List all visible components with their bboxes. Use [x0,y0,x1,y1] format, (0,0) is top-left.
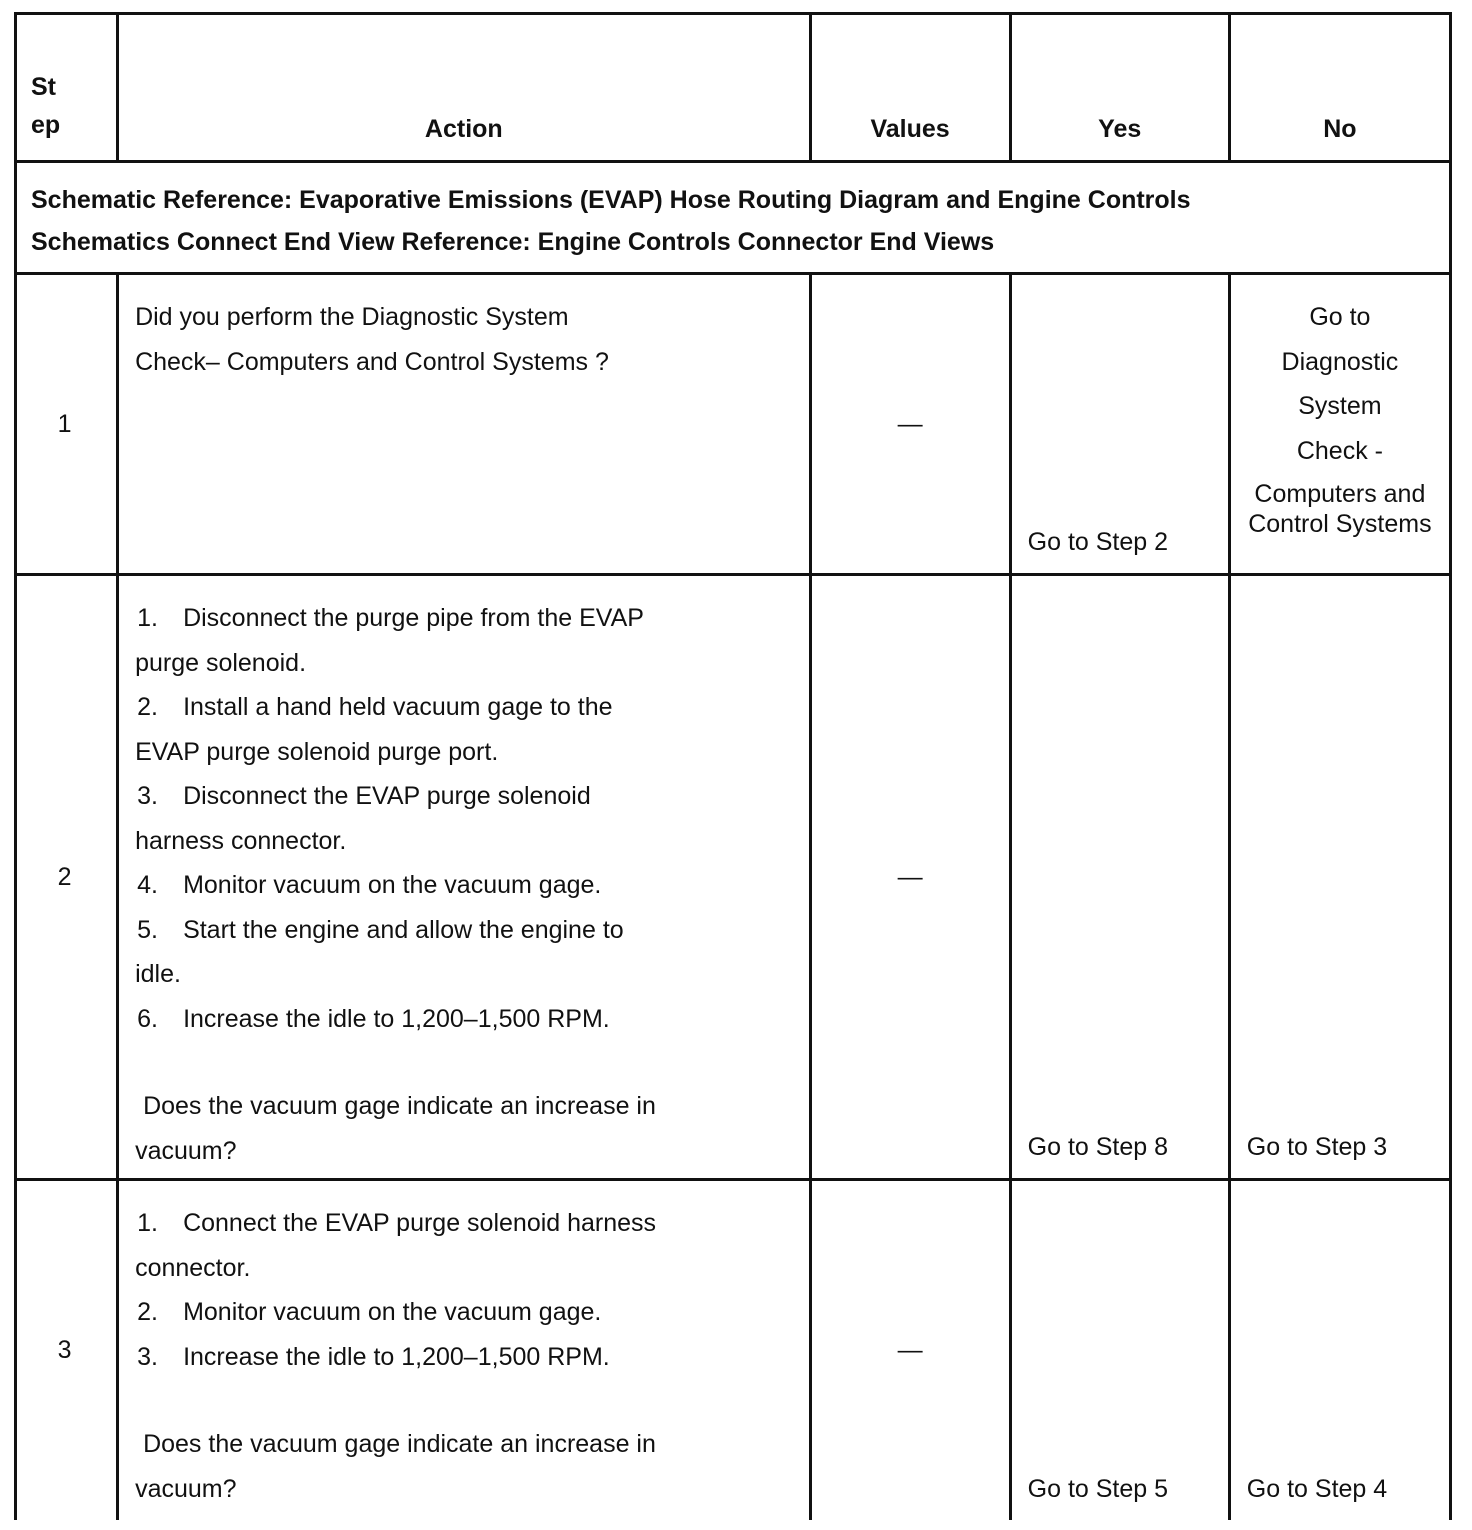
schematic-reference [16,162,1451,274]
diagnostic-table [14,12,1452,1520]
question-line: Does the vacuum gage indicate an increase in [143,1430,656,1458]
item-text: Install a hand held vacuum gage to the [183,693,613,721]
item-number: 1. [137,604,158,632]
table-row [16,274,1451,575]
action-item [135,685,790,730]
item-text: Monitor vacuum on the vacuum gage. [183,1298,602,1326]
yes-header: Yes [1010,14,1229,162]
step-header [16,14,118,162]
no-header: No [1229,14,1450,162]
action-header: Action [118,14,810,162]
item-number: 2. [137,1298,158,1326]
item-continuation: purge solenoid. [135,648,307,677]
item-number: 3. [137,1342,158,1371]
reference-line-2: Schematics Connect End View Reference: Engine Controls Connector End Views [31,228,995,256]
step-number: 3 [16,1180,118,1520]
action-item [135,1290,790,1335]
step-number: 2 [16,575,118,1180]
item-text: Monitor vacuum on the vacuum gage. [183,871,602,899]
item-number: 2. [137,693,158,721]
action-line: Check– Computers and Control Systems ? [135,347,609,376]
no-line: Computers and [1254,480,1426,508]
question-line: Does the vacuum gage indicate an increase in [143,1092,656,1120]
action-line: Did you perform the Diagnostic System [135,303,569,331]
question-line: vacuum? [135,1136,237,1165]
no-cell: Go to Step 3 [1229,575,1450,1180]
action-item [135,997,790,1042]
item-number: 5. [137,915,158,944]
step-header-line1: St [31,73,56,101]
action-item [135,908,790,953]
reference-row [16,162,1451,274]
action-item [135,774,790,819]
values-cell: — [810,1180,1010,1520]
yes-cell: Go to Step 2 [1010,274,1229,575]
item-continuation: EVAP purge solenoid purge port. [135,737,499,766]
no-cell: Go to Step 4 [1229,1180,1450,1520]
action-cell [118,1180,810,1520]
question-line: vacuum? [135,1474,237,1503]
action-item [135,1335,790,1380]
item-text: Increase the idle to 1,200–1,500 RPM. [183,1342,610,1371]
no-line: Control Systems [1248,510,1432,538]
item-text: Start the engine and allow the engine to [183,915,624,944]
header-row [16,14,1451,162]
item-text: Disconnect the purge pipe from the EVAP [183,604,644,632]
item-continuation: connector. [135,1253,251,1282]
no-line: System [1298,392,1382,420]
item-number: 4. [137,871,158,899]
item-continuation: idle. [135,960,181,988]
no-line: Check - [1296,436,1383,465]
no-cell [1229,274,1450,575]
table-row [16,1180,1451,1520]
no-line: Go to [1309,303,1371,331]
item-text: Disconnect the EVAP purge solenoid [183,782,591,810]
values-cell: — [810,274,1010,575]
question [135,1422,790,1511]
item-number: 6. [137,1004,158,1033]
item-number: 3. [137,782,158,810]
question [135,1084,790,1173]
item-text: Connect the EVAP purge solenoid harness [183,1209,657,1237]
action-item [135,863,790,908]
item-number: 1. [137,1209,158,1237]
table-row [16,575,1451,1180]
reference-line-1: Schematic Reference: Evaporative Emissions (EVAP) Hose Routing Diagram and Engine Controls [31,186,1191,214]
action-item [135,596,790,641]
no-line: Diagnostic [1281,347,1399,376]
values-cell: — [810,575,1010,1180]
yes-cell: Go to Step 5 [1010,1180,1229,1520]
step-header-line2: ep [31,111,61,139]
item-continuation: harness connector. [135,826,347,855]
action-cell [118,575,810,1180]
values-header: Values [810,14,1010,162]
item-text: Increase the idle to 1,200–1,500 RPM. [183,1004,610,1033]
action-item [135,1201,790,1246]
step-number: 1 [16,274,118,575]
action-cell [118,274,810,575]
yes-cell: Go to Step 8 [1010,575,1229,1180]
